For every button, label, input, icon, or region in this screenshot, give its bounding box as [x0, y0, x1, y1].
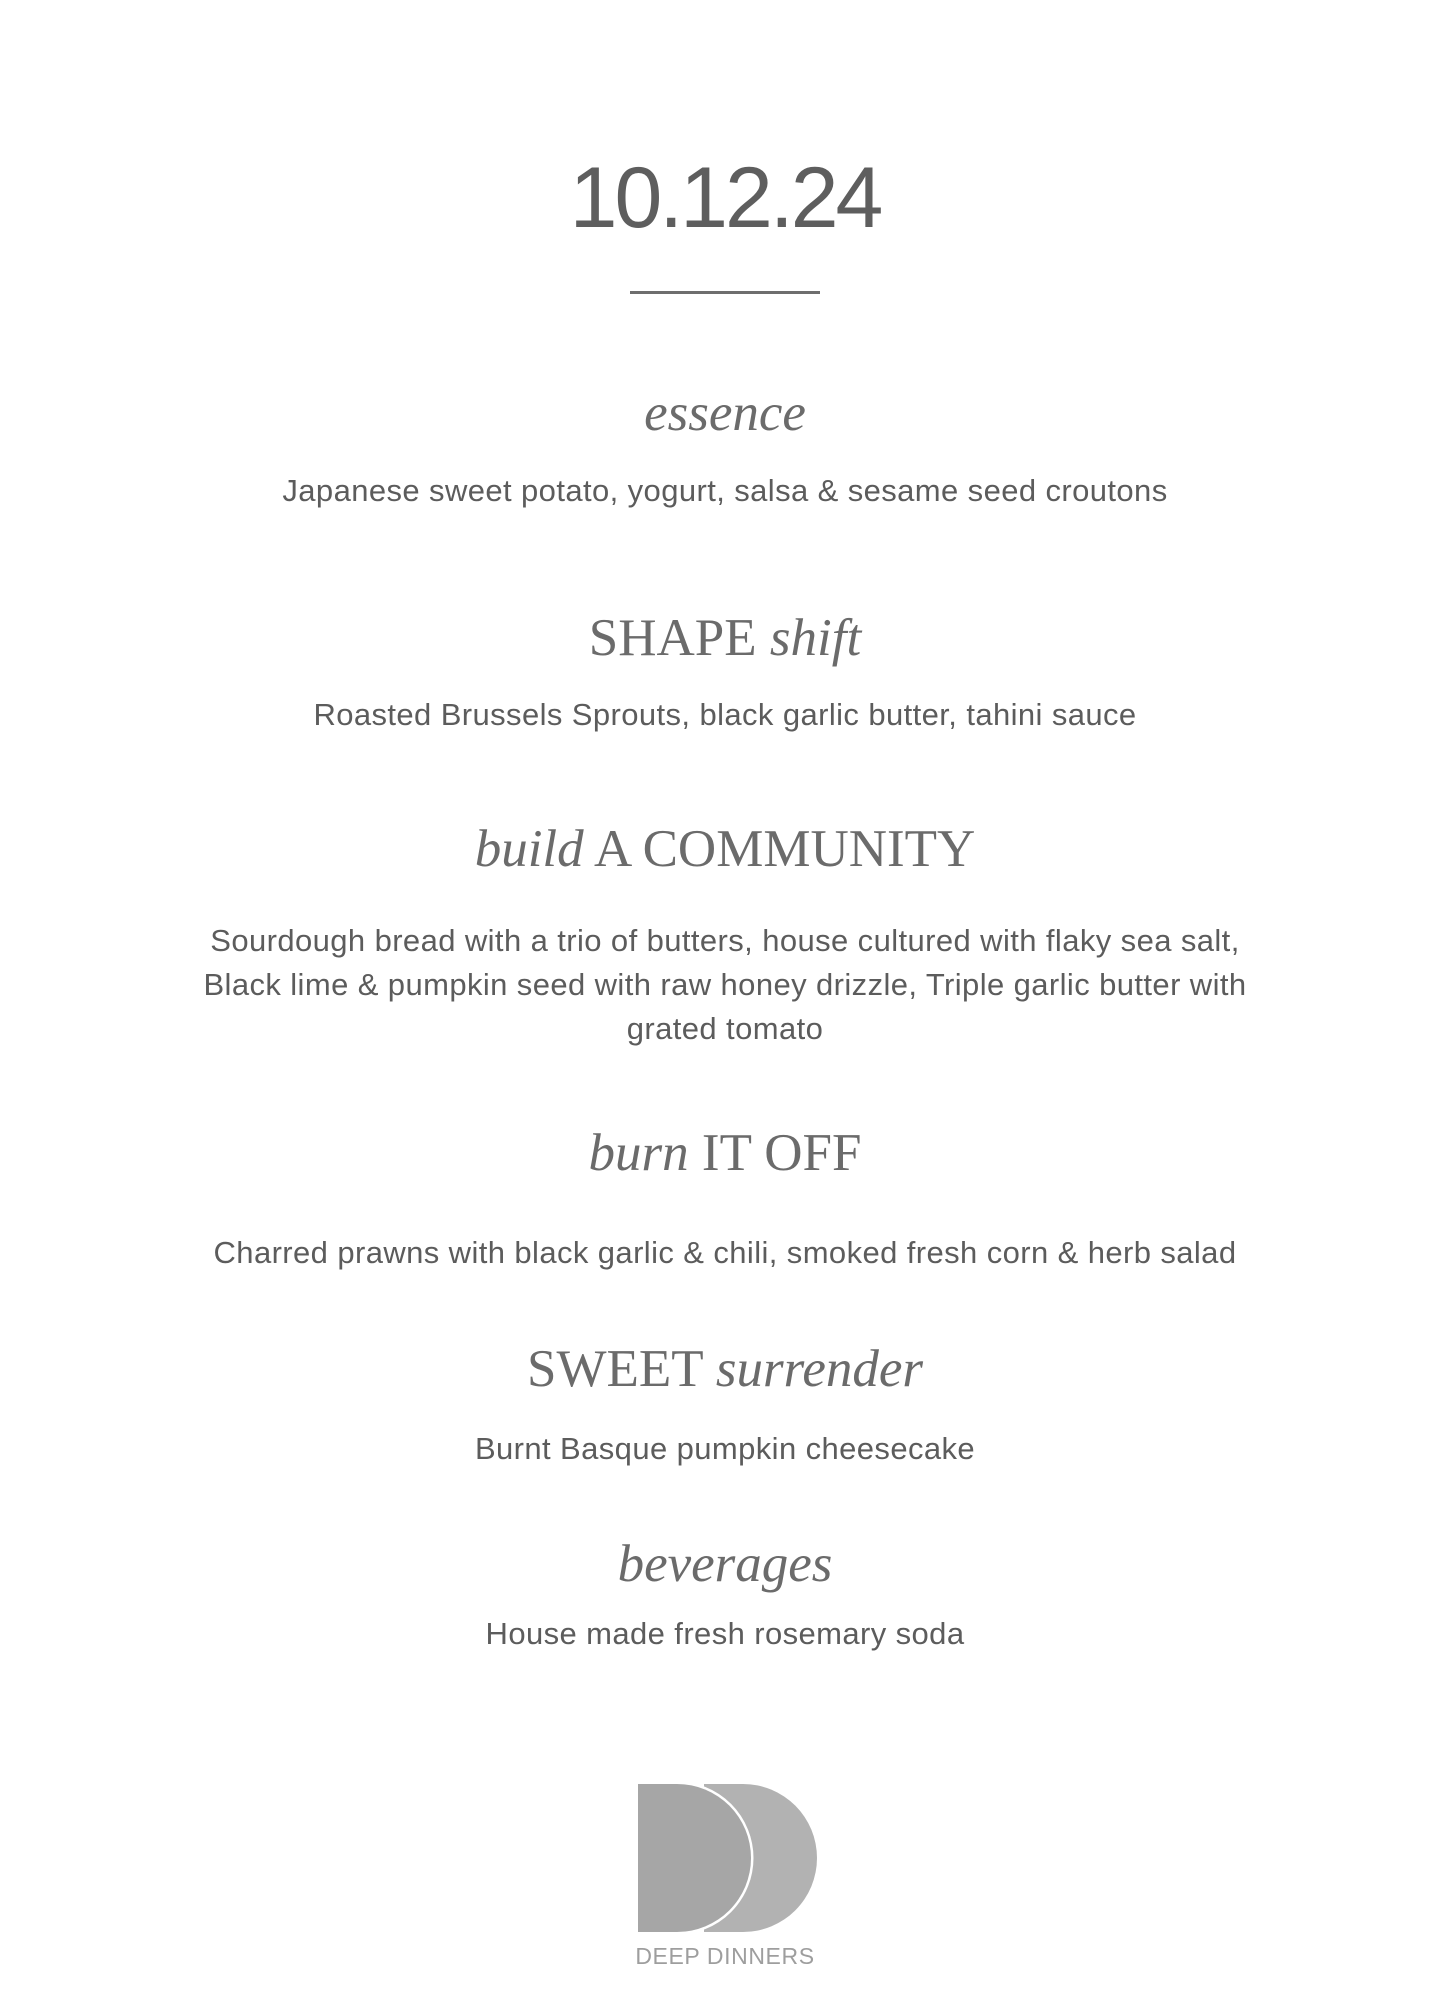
deep-dinners-logo — [638, 1784, 818, 1932]
description-line: Sourdough bread with a trio of butters, house cultured with flaky sea salt, — [210, 923, 1240, 958]
description-line: Japanese sweet potato, yogurt, salsa & sesame seed croutons — [282, 473, 1168, 508]
course-title-text: SHAPE — [588, 609, 757, 667]
course-description — [21, 469, 1429, 513]
course-description — [21, 693, 1429, 737]
description-line: grated tomato — [626, 1011, 824, 1046]
course-title-text: shift — [769, 609, 862, 667]
course-title-text: IT OFF — [701, 1124, 862, 1182]
course-description — [21, 1612, 1429, 1656]
description-line: Burnt Basque pumpkin cheesecake — [474, 1431, 976, 1466]
course-title-text: build — [474, 820, 584, 878]
description-line: House made fresh rosemary soda — [485, 1616, 965, 1651]
divider-line — [630, 291, 820, 294]
course-title-text: essence — [644, 384, 806, 442]
menu-date: 10.12.24 — [569, 150, 881, 246]
course-description — [21, 1231, 1429, 1275]
course-title-text: burn — [588, 1124, 689, 1182]
course-title-text: A COMMUNITY — [593, 820, 976, 878]
course-title — [21, 384, 1429, 442]
course-title-text: beverages — [617, 1535, 833, 1593]
logo-wordmark: DEEP DINNERS — [635, 1943, 815, 1969]
description-line: Roasted Brussels Sprouts, black garlic butter, tahini sauce — [313, 697, 1137, 732]
course-title-text: SWEET — [526, 1340, 703, 1398]
description-line: Black lime & pumpkin seed with raw honey drizzle, Triple garlic butter with — [203, 967, 1247, 1002]
course-description — [21, 919, 1429, 1051]
course-description — [21, 1427, 1429, 1471]
description-line: Charred prawns with black garlic & chili, smoked fresh corn & herb salad — [213, 1235, 1237, 1270]
course-title — [21, 1340, 1429, 1398]
course-title — [21, 1535, 1429, 1593]
course-title-text: surrender — [715, 1340, 923, 1398]
course-title — [21, 609, 1429, 667]
course-title — [21, 820, 1429, 878]
course-title — [21, 1124, 1429, 1182]
menu-content — [21, 0, 1429, 2000]
